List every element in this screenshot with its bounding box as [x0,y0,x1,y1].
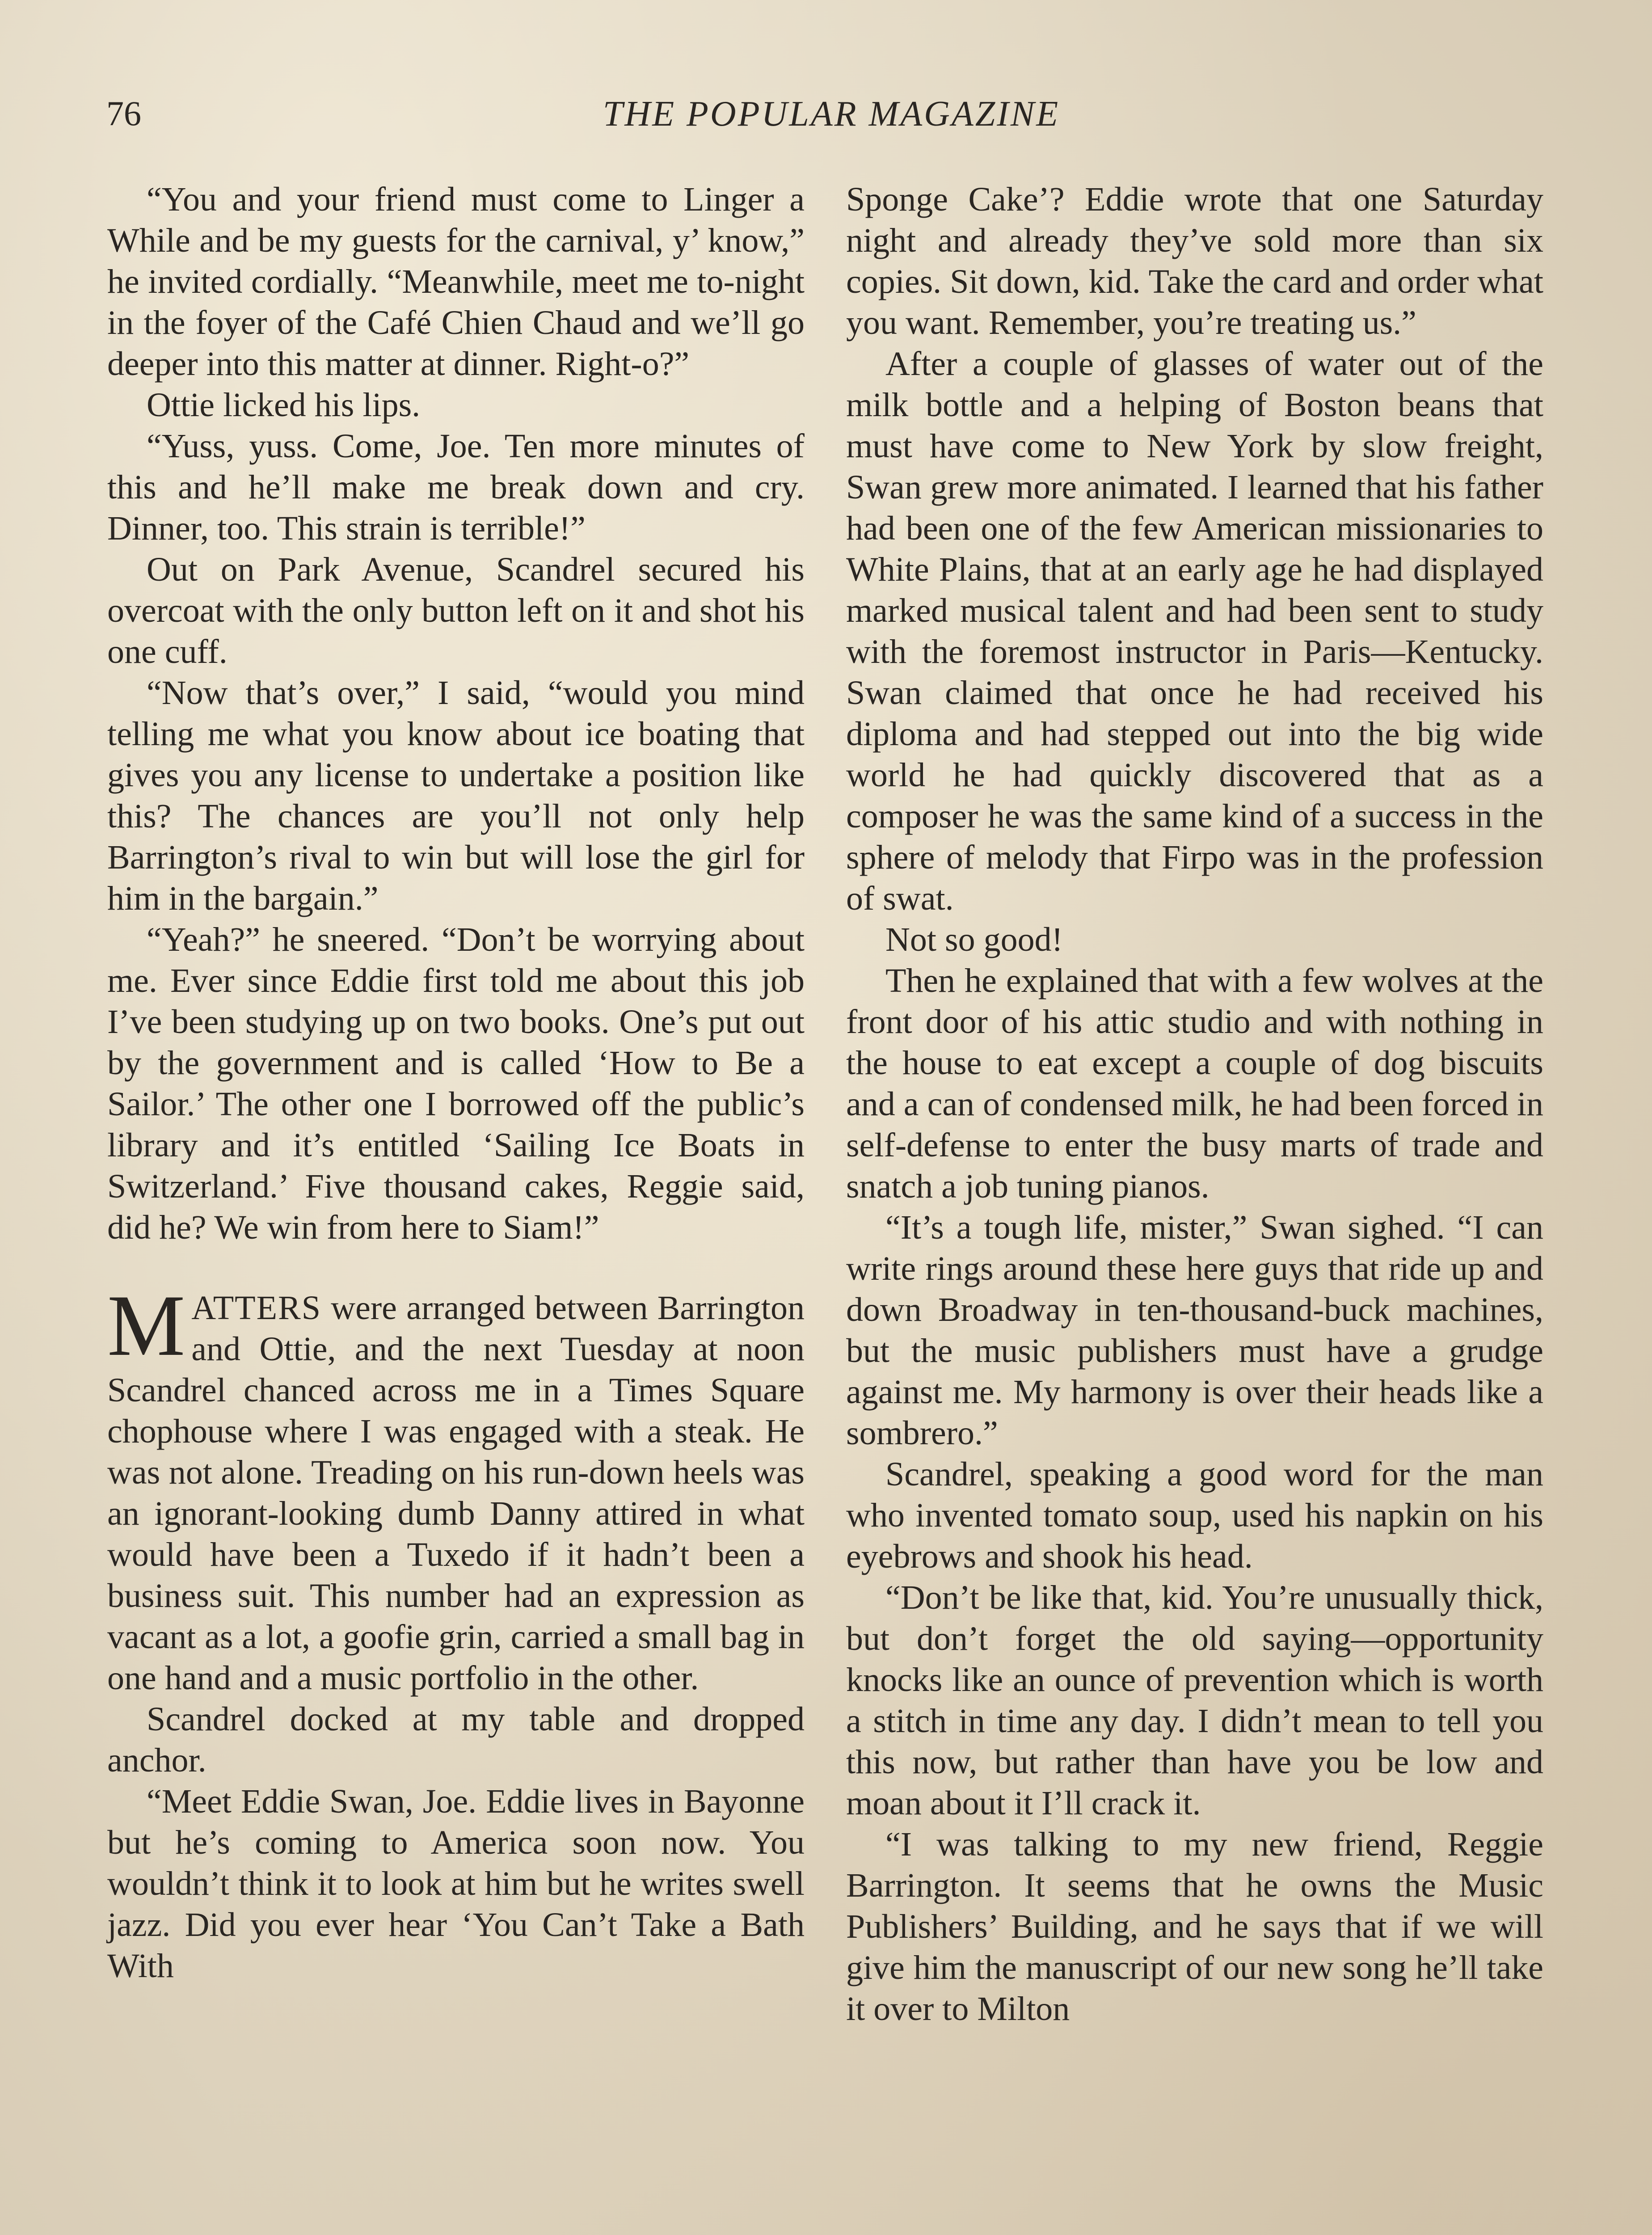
drop-cap: M [107,1277,185,1374]
paragraph: Ottie licked his lips. [147,386,421,424]
paragraph: Out on Park Avenue, Scandrel secured his overcoat with the only button left on it and shot his one cuff. [107,551,805,670]
paragraph: “You and your friend must come to Linger a While and be my guests for the carnival, y’ know,” he invited cordially. “Meanwhile, meet me to-night in the foyer of the Café Chien Chaud and we’ll go deeper into this matter at dinner. Right-o?” [107,181,805,383]
paragraph: “Meet Eddie Swan, Joe. Eddie lives in Bayonne but he’s coming to America soon now. You wouldn’t think it to look at him but he writes swell jazz. Did you ever hear ‘You Can’t Take a Bath With [107,1783,805,1985]
running-head-title: THE POPULAR MAGAZINE [603,94,1060,134]
paragraph: Then he explained that with a few wolves at the front door of his attic studio and with nothing in the house to eat except a couple of dog biscuits and a can of condensed milk, he had been forced in self-defense to enter the busy marts of trade and snatch a job tuning pianos. [846,962,1543,1205]
paragraph: “Now that’s over,” I said, “would you mind telling me what you know about ice boating that gives you any license to undertake a position like this? The chances are you’ll not only help Barrington’s rival to win but will lose the girl for him in the bargain.” [107,674,805,917]
page-number: 76 [106,94,141,133]
paragraph: “Yuss, yuss. Come, Joe. Ten more minutes of this and he’ll make me break down and cry. Dinner, too. This strain is terrible!” [107,427,805,547]
small-caps-lead: ATTERS [191,1289,321,1327]
right-column [846,179,1543,2029]
section-text: were arranged between Barrington and Ottie, and the next Tuesday at noon Scandrel chanced across me in a Times Square chophouse where I was engaged with a steak. He was not alone. Treading on his run-down heels was an ignorant-looking dumb Danny attired in what would have been a Tuxedo if it hadn’t been a business suit. This number had an expression as vacant as a lot, a goofie grin, carried a small bag in one hand and a music portfolio in the other. [107,1289,805,1697]
paragraph: Not so good! [885,921,1063,958]
paragraph: After a couple of glasses of water out of the milk bottle and a helping of Boston beans that must have come to New York by slow freight, Swan grew more animated. I learned that his father had been one of the few American missionaries to White Plains, that at an early age he had displayed marked musical talent and had been sent to study with the foremost instructor in Paris—Kentucky. Swan claimed that once he had received his diploma and had stepped out into the big wide world he had quickly discovered that as a composer he was the same kind of a success in the sphere of melody that Firpo was in the profession of swat. [846,345,1543,917]
left-column [107,179,805,1986]
paragraph: “Yeah?” he sneered. “Don’t be worrying about me. Ever since Eddie first told me about this job I’ve been studying up on two books. One’s put out by the government and is called ‘How to Be a Sailor.’ The other one I borrowed off the public’s library and it’s entitled ‘Sailing Ice Boats in Switzerland.’ Five thousand cakes, Reggie said, did he? We win from here to Siam!” [107,921,805,1246]
paragraph: “I was talking to my new friend, Reggie Barrington. It seems that he owns the Music Publishers’ Building, and he says that if we will give him the manuscript of our new song he’ll take it over to Milton [846,1826,1543,2028]
paragraph: “It’s a tough life, mister,” Swan sighed. “I can write rings around these here guys that ride up and down Broadway in ten-thousand-buck machines, but the music publishers must have a grudge against me. My harmony is over their heads like a sombrero.” [846,1209,1543,1452]
paragraph: “Don’t be like that, kid. You’re unusually thick, but don’t forget the old saying—opportunity knocks like an ounce of prevention which is worth a stitch in time any day. I didn’t mean to tell you this now, but rather than have you be low and moan about it I’ll crack it. [846,1579,1543,1822]
paragraph: Scandrel, speaking a good word for the man who invented tomato soup, used his napkin on his eyebrows and shook his head. [846,1455,1543,1575]
paragraph: Scandrel docked at my table and dropped anchor. [107,1700,805,1779]
continued-paragraph: Sponge Cake’? Eddie wrote that one Saturday night and already they’ve sold more than six copies. Sit down, kid. Take the card and order what you want. Remember, you’re treating us.” [846,181,1543,342]
section-opening-paragraph [107,1277,805,1699]
